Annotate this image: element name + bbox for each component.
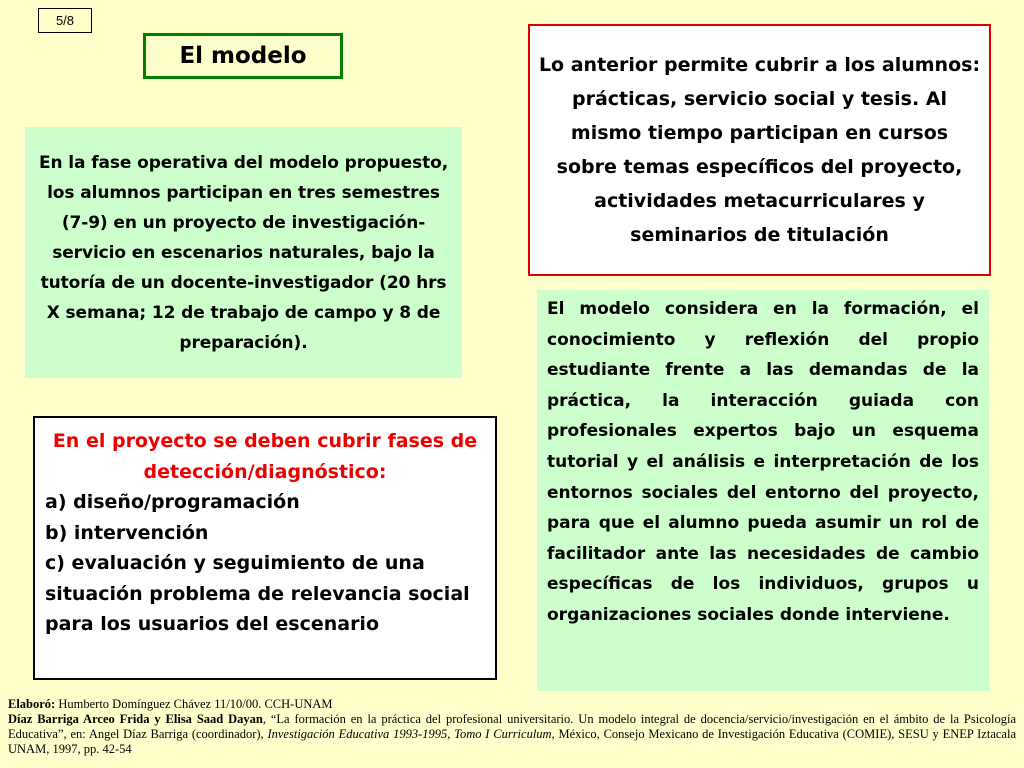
project-phases-intro: En el proyecto se deben cubrir fases de detección/diagnóstico: [52, 430, 478, 483]
model-considerations-box [537, 290, 989, 691]
coverage-text: Lo anterior permite cubrir a los alumnos: prácticas, servicio social y tesis. Al mismo tiempo participan en cursos sobre temas específicos del proyecto, actividades metacurriculares y seminarios de titulación [538, 54, 981, 246]
footer-reference-part2: , México, Consejo Mexicano de Investigación Educativa (COMIE), SESU y ENEP Iztacala UNAM, 1997, pp. 42-54 [8, 727, 1016, 756]
footer-elaboro-text: Humberto Domínguez Chávez 11/10/00. CCH-UNAM [55, 697, 333, 711]
project-phases-box [33, 416, 497, 680]
footer-reference-authors: Díaz Barriga Arceo Frida y Elisa Saad Dayan [8, 712, 263, 726]
model-considerations-text: El modelo considera en la formación, el conocimiento y reflexión del propio estudiante frente a las demandas de la práctica, la interacción guiada con profesionales expertos bajo un esquema tutorial y el análisis e interpretación de los entornos sociales del entorno del proyecto, para que el alumno pueda asumir un rol de facilitador ante las necesidades de cambio específicas de los individuos, grupos u organizaciones sociales donde interviene. [547, 299, 979, 625]
coverage-box [528, 24, 991, 276]
footer-credits [8, 697, 1016, 757]
footer-elaboro-label: Elaboró: [8, 697, 56, 711]
phase-item-evaluation: c) evaluación y seguimiento de una situación problema de relevancia social para los usuarios del escenario [45, 552, 470, 635]
slide-page-number: 5/8 [38, 8, 92, 33]
phase-item-design: a) diseño/programación [45, 491, 300, 513]
slide-title: El modelo [143, 33, 343, 79]
operative-phase-text: En la fase operativa del modelo propuesto, los alumnos participan en tres semestres (7-9) en un proyecto de investigación-servicio en escenarios naturales, bajo la tutoría de un docente-investigador (20 hrs X semana; 12 de trabajo de campo y 8 de preparación). [38, 152, 449, 353]
footer-reference-part1: , “La formación en la práctica del profesional universitario. Un modelo integral de docencia/servicio/investigación en el ámbito de la Psicología Educativa”, en: Angel Díaz Barriga (coordinador), [8, 712, 1016, 741]
phase-item-intervention: b) intervención [45, 521, 209, 544]
footer-reference-title: Investigación Educativa 1993-1995, Tomo I Curriculum [267, 727, 552, 741]
footer-author-line [8, 697, 1016, 712]
operative-phase-box [25, 127, 462, 378]
footer-reference [8, 712, 1016, 757]
